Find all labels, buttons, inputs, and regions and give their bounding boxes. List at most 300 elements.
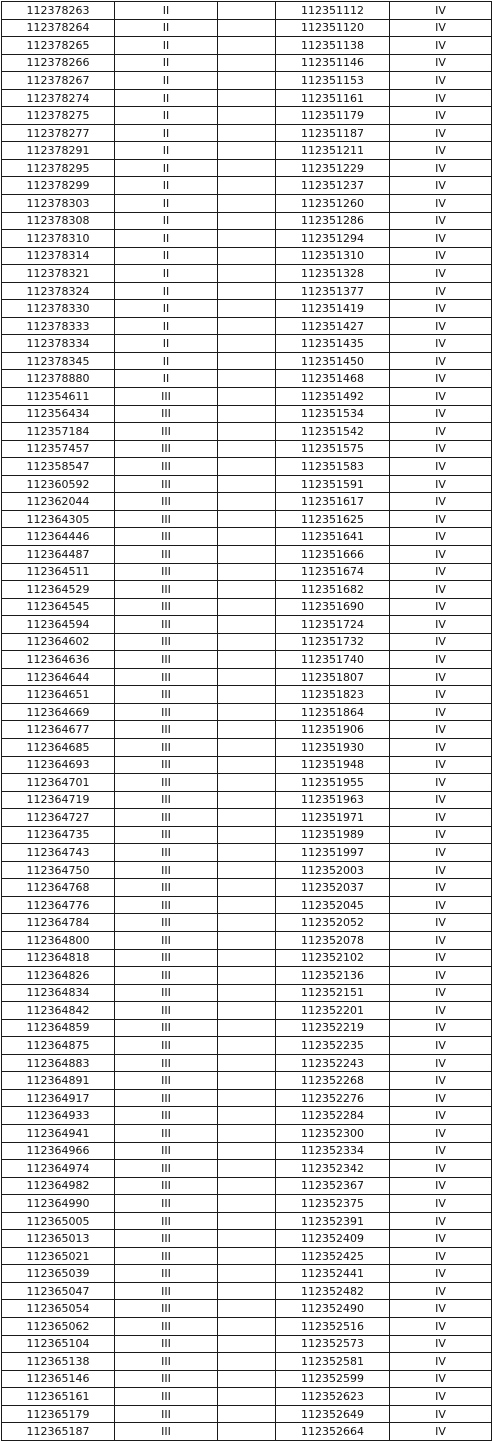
left-class-cell: III [115, 756, 218, 774]
right-class-cell: IV [390, 896, 492, 914]
left-class-cell: III [115, 949, 218, 967]
left-class-cell: III [115, 721, 218, 739]
right-id-cell: 112351641 [276, 528, 390, 546]
table-row [2, 1019, 492, 1037]
left-class-cell: III [115, 475, 218, 493]
right-id-cell: 112351450 [276, 352, 390, 370]
right-class-cell: IV [390, 861, 492, 879]
left-class-cell: III [115, 1300, 218, 1318]
left-class-cell: III [115, 931, 218, 949]
left-id-cell: 112364677 [2, 721, 115, 739]
left-class-cell: III [115, 510, 218, 528]
table-row [2, 703, 492, 721]
spacer-cell [218, 1142, 276, 1160]
left-id-cell: 112378321 [2, 265, 115, 283]
spacer-cell [218, 545, 276, 563]
right-class-cell: IV [390, 405, 492, 423]
table-row [2, 370, 492, 388]
left-id-cell: 112364933 [2, 1107, 115, 1125]
left-id-cell: 112378880 [2, 370, 115, 388]
left-class-cell: III [115, 1037, 218, 1055]
table-row [2, 651, 492, 669]
spacer-cell [218, 703, 276, 721]
left-class-cell: III [115, 914, 218, 932]
left-id-cell: 112364784 [2, 914, 115, 932]
table-row [2, 756, 492, 774]
table-row [2, 1247, 492, 1265]
spacer-cell [218, 1265, 276, 1283]
spacer-cell [218, 1002, 276, 1020]
table-row [2, 247, 492, 265]
left-class-cell: III [115, 493, 218, 511]
left-id-cell: 112358547 [2, 458, 115, 476]
left-class-cell: II [115, 265, 218, 283]
left-id-cell: 112364446 [2, 528, 115, 546]
left-id-cell: 112364982 [2, 1177, 115, 1195]
spacer-cell [218, 1353, 276, 1371]
right-id-cell: 112351963 [276, 791, 390, 809]
right-class-cell: IV [390, 1370, 492, 1388]
right-class-cell: IV [390, 370, 492, 388]
left-class-cell: III [115, 1405, 218, 1423]
spacer-cell [218, 300, 276, 318]
right-class-cell: IV [390, 1002, 492, 1020]
table-row [2, 1230, 492, 1248]
right-id-cell: 112351187 [276, 124, 390, 142]
right-id-cell: 112352136 [276, 967, 390, 985]
table-row [2, 1072, 492, 1090]
right-class-cell: IV [390, 598, 492, 616]
left-class-cell: III [115, 791, 218, 809]
table-row [2, 809, 492, 827]
left-id-cell: 112364750 [2, 861, 115, 879]
left-class-cell: III [115, 1002, 218, 1020]
right-id-cell: 112352235 [276, 1037, 390, 1055]
table-row [2, 545, 492, 563]
table-row [2, 72, 492, 90]
right-class-cell: IV [390, 774, 492, 792]
table-row [2, 1037, 492, 1055]
left-id-cell: 112365187 [2, 1423, 115, 1441]
table-row [2, 967, 492, 985]
left-class-cell: II [115, 142, 218, 160]
table-row [2, 142, 492, 160]
left-id-cell: 112364743 [2, 844, 115, 862]
left-id-cell: 112378308 [2, 212, 115, 230]
left-id-cell: 112364545 [2, 598, 115, 616]
spacer-cell [218, 1300, 276, 1318]
right-id-cell: 112352243 [276, 1054, 390, 1072]
right-class-cell: IV [390, 545, 492, 563]
right-class-cell: IV [390, 1089, 492, 1107]
left-class-cell: II [115, 89, 218, 107]
left-class-cell: II [115, 72, 218, 90]
spacer-cell [218, 72, 276, 90]
spacer-cell [218, 1423, 276, 1441]
left-id-cell: 112364735 [2, 826, 115, 844]
spacer-cell [218, 265, 276, 283]
right-class-cell: IV [390, 265, 492, 283]
spacer-cell [218, 563, 276, 581]
left-class-cell: III [115, 1089, 218, 1107]
table-row [2, 282, 492, 300]
left-id-cell: 112365138 [2, 1353, 115, 1371]
left-class-cell: II [115, 54, 218, 72]
left-class-cell: III [115, 896, 218, 914]
spacer-cell [218, 826, 276, 844]
spacer-cell [218, 89, 276, 107]
table-row [2, 949, 492, 967]
right-id-cell: 112351807 [276, 668, 390, 686]
left-id-cell: 112378275 [2, 107, 115, 125]
right-id-cell: 112351419 [276, 300, 390, 318]
left-class-cell: III [115, 1142, 218, 1160]
left-class-cell: III [115, 879, 218, 897]
left-class-cell: III [115, 1370, 218, 1388]
spacer-cell [218, 423, 276, 441]
table-body [2, 2, 492, 1441]
spacer-cell [218, 1054, 276, 1072]
table-row [2, 1089, 492, 1107]
left-class-cell: III [115, 458, 218, 476]
table-row [2, 37, 492, 55]
left-class-cell: II [115, 212, 218, 230]
right-id-cell: 112352268 [276, 1072, 390, 1090]
spacer-cell [218, 1037, 276, 1055]
right-id-cell: 112352284 [276, 1107, 390, 1125]
table-row [2, 1195, 492, 1213]
right-id-cell: 112351740 [276, 651, 390, 669]
spacer-cell [218, 1107, 276, 1125]
right-class-cell: IV [390, 984, 492, 1002]
spacer-cell [218, 686, 276, 704]
left-id-cell: 112378263 [2, 2, 115, 20]
right-id-cell: 112351930 [276, 738, 390, 756]
left-id-cell: 112365054 [2, 1300, 115, 1318]
right-class-cell: IV [390, 809, 492, 827]
right-id-cell: 112352599 [276, 1370, 390, 1388]
left-class-cell: II [115, 124, 218, 142]
left-class-cell: II [115, 335, 218, 353]
right-class-cell: IV [390, 1177, 492, 1195]
spacer-cell [218, 440, 276, 458]
spacer-cell [218, 388, 276, 406]
right-class-cell: IV [390, 1037, 492, 1055]
left-class-cell: II [115, 177, 218, 195]
table-row [2, 861, 492, 879]
right-class-cell: IV [390, 1388, 492, 1406]
right-id-cell: 112351583 [276, 458, 390, 476]
table-row [2, 124, 492, 142]
table-row [2, 1353, 492, 1371]
right-id-cell: 112352078 [276, 931, 390, 949]
spacer-cell [218, 896, 276, 914]
right-class-cell: IV [390, 1107, 492, 1125]
table-row [2, 1370, 492, 1388]
left-id-cell: 112364636 [2, 651, 115, 669]
left-class-cell: III [115, 545, 218, 563]
table-row [2, 1054, 492, 1072]
spacer-cell [218, 1388, 276, 1406]
right-id-cell: 112351591 [276, 475, 390, 493]
left-id-cell: 112364594 [2, 616, 115, 634]
spacer-cell [218, 1125, 276, 1143]
spacer-cell [218, 914, 276, 932]
right-class-cell: IV [390, 2, 492, 20]
right-id-cell: 112352425 [276, 1247, 390, 1265]
right-id-cell: 112351377 [276, 282, 390, 300]
table-row [2, 1002, 492, 1020]
left-id-cell: 112365161 [2, 1388, 115, 1406]
right-class-cell: IV [390, 1300, 492, 1318]
right-class-cell: IV [390, 1142, 492, 1160]
left-class-cell: III [115, 1282, 218, 1300]
right-id-cell: 112352573 [276, 1335, 390, 1353]
table-row [2, 686, 492, 704]
right-class-cell: IV [390, 300, 492, 318]
left-class-cell: III [115, 1212, 218, 1230]
left-class-cell: III [115, 1247, 218, 1265]
right-class-cell: IV [390, 317, 492, 335]
table-row [2, 879, 492, 897]
spacer-cell [218, 774, 276, 792]
right-class-cell: IV [390, 1335, 492, 1353]
left-id-cell: 112365104 [2, 1335, 115, 1353]
right-class-cell: IV [390, 124, 492, 142]
right-class-cell: IV [390, 142, 492, 160]
spacer-cell [218, 212, 276, 230]
spacer-cell [218, 1195, 276, 1213]
right-id-cell: 112351534 [276, 405, 390, 423]
spacer-cell [218, 528, 276, 546]
table-row [2, 598, 492, 616]
right-class-cell: IV [390, 1125, 492, 1143]
left-class-cell: III [115, 686, 218, 704]
left-id-cell: 112378291 [2, 142, 115, 160]
left-id-cell: 112378334 [2, 335, 115, 353]
left-class-cell: III [115, 598, 218, 616]
left-class-cell: II [115, 300, 218, 318]
right-id-cell: 112352623 [276, 1388, 390, 1406]
left-id-cell: 112364529 [2, 581, 115, 599]
table-row [2, 563, 492, 581]
right-class-cell: IV [390, 388, 492, 406]
right-id-cell: 112351971 [276, 809, 390, 827]
table-row [2, 1405, 492, 1423]
right-id-cell: 112352052 [276, 914, 390, 932]
left-class-cell: III [115, 581, 218, 599]
table-row [2, 300, 492, 318]
spacer-cell [218, 879, 276, 897]
spacer-cell [218, 1072, 276, 1090]
spacer-cell [218, 475, 276, 493]
table-row [2, 212, 492, 230]
spacer-cell [218, 756, 276, 774]
right-class-cell: IV [390, 335, 492, 353]
left-id-cell: 112378324 [2, 282, 115, 300]
table-row [2, 984, 492, 1002]
right-class-cell: IV [390, 37, 492, 55]
right-class-cell: IV [390, 1318, 492, 1336]
left-class-cell: III [115, 388, 218, 406]
table-row [2, 914, 492, 932]
left-class-cell: III [115, 826, 218, 844]
left-id-cell: 112378295 [2, 159, 115, 177]
left-id-cell: 112364974 [2, 1160, 115, 1178]
right-id-cell: 112352102 [276, 949, 390, 967]
left-class-cell: III [115, 738, 218, 756]
right-id-cell: 112352037 [276, 879, 390, 897]
left-id-cell: 112364511 [2, 563, 115, 581]
table-row [2, 1423, 492, 1441]
left-id-cell: 112378266 [2, 54, 115, 72]
right-class-cell: IV [390, 19, 492, 37]
left-id-cell: 112364826 [2, 967, 115, 985]
left-id-cell: 112364719 [2, 791, 115, 809]
left-id-cell: 112365005 [2, 1212, 115, 1230]
right-id-cell: 112352334 [276, 1142, 390, 1160]
spacer-cell [218, 1282, 276, 1300]
right-id-cell: 112351237 [276, 177, 390, 195]
right-class-cell: IV [390, 177, 492, 195]
right-id-cell: 112351179 [276, 107, 390, 125]
table-row [2, 423, 492, 441]
left-id-cell: 112378303 [2, 195, 115, 213]
right-id-cell: 112352516 [276, 1318, 390, 1336]
left-id-cell: 112365062 [2, 1318, 115, 1336]
right-id-cell: 112351989 [276, 826, 390, 844]
right-class-cell: IV [390, 581, 492, 599]
table-row [2, 388, 492, 406]
right-id-cell: 112352441 [276, 1265, 390, 1283]
right-id-cell: 112351435 [276, 335, 390, 353]
right-id-cell: 112352649 [276, 1405, 390, 1423]
right-class-cell: IV [390, 212, 492, 230]
left-id-cell: 112378310 [2, 230, 115, 248]
left-class-cell: III [115, 774, 218, 792]
left-id-cell: 112378314 [2, 247, 115, 265]
right-id-cell: 112351286 [276, 212, 390, 230]
right-id-cell: 112351955 [276, 774, 390, 792]
left-id-cell: 112356434 [2, 405, 115, 423]
right-id-cell: 112351260 [276, 195, 390, 213]
right-class-cell: IV [390, 791, 492, 809]
right-class-cell: IV [390, 54, 492, 72]
right-id-cell: 112351229 [276, 159, 390, 177]
spacer-cell [218, 861, 276, 879]
left-id-cell: 112364776 [2, 896, 115, 914]
table-row [2, 458, 492, 476]
table-row [2, 896, 492, 914]
spacer-cell [218, 159, 276, 177]
right-id-cell: 112351542 [276, 423, 390, 441]
left-class-cell: III [115, 1318, 218, 1336]
spacer-cell [218, 598, 276, 616]
right-class-cell: IV [390, 1072, 492, 1090]
right-class-cell: IV [390, 756, 492, 774]
spacer-cell [218, 984, 276, 1002]
right-id-cell: 112352151 [276, 984, 390, 1002]
left-class-cell: III [115, 668, 218, 686]
left-id-cell: 112364966 [2, 1142, 115, 1160]
left-class-cell: III [115, 1230, 218, 1248]
right-id-cell: 112351666 [276, 545, 390, 563]
right-class-cell: IV [390, 721, 492, 739]
table-row [2, 1212, 492, 1230]
right-class-cell: IV [390, 738, 492, 756]
left-class-cell: III [115, 703, 218, 721]
right-class-cell: IV [390, 1160, 492, 1178]
table-row [2, 265, 492, 283]
left-class-cell: III [115, 440, 218, 458]
right-id-cell: 112352375 [276, 1195, 390, 1213]
table-row [2, 581, 492, 599]
right-class-cell: IV [390, 159, 492, 177]
right-id-cell: 112351294 [276, 230, 390, 248]
spacer-cell [218, 1335, 276, 1353]
left-id-cell: 112364685 [2, 738, 115, 756]
left-id-cell: 112365013 [2, 1230, 115, 1248]
right-id-cell: 112352201 [276, 1002, 390, 1020]
spacer-cell [218, 809, 276, 827]
spacer-cell [218, 721, 276, 739]
left-id-cell: 112378345 [2, 352, 115, 370]
table-row [2, 826, 492, 844]
right-id-cell: 112351112 [276, 2, 390, 20]
table-row [2, 1160, 492, 1178]
right-class-cell: IV [390, 247, 492, 265]
table-row [2, 493, 492, 511]
right-class-cell: IV [390, 72, 492, 90]
table-row [2, 89, 492, 107]
left-id-cell: 112357184 [2, 423, 115, 441]
left-id-cell: 112364941 [2, 1125, 115, 1143]
table-row [2, 633, 492, 651]
right-id-cell: 112351310 [276, 247, 390, 265]
right-class-cell: IV [390, 686, 492, 704]
table-row [2, 1388, 492, 1406]
left-class-cell: II [115, 37, 218, 55]
left-id-cell: 112364842 [2, 1002, 115, 1020]
spacer-cell [218, 967, 276, 985]
left-id-cell: 112378333 [2, 317, 115, 335]
right-class-cell: IV [390, 1054, 492, 1072]
left-id-cell: 112378265 [2, 37, 115, 55]
spacer-cell [218, 1212, 276, 1230]
right-class-cell: IV [390, 89, 492, 107]
left-class-cell: III [115, 861, 218, 879]
right-id-cell: 112351997 [276, 844, 390, 862]
right-id-cell: 112352391 [276, 1212, 390, 1230]
right-id-cell: 112351153 [276, 72, 390, 90]
right-id-cell: 112351211 [276, 142, 390, 160]
right-id-cell: 112351617 [276, 493, 390, 511]
left-class-cell: III [115, 967, 218, 985]
table-row [2, 1125, 492, 1143]
spacer-cell [218, 458, 276, 476]
spacer-cell [218, 1019, 276, 1037]
left-class-cell: II [115, 195, 218, 213]
table-row [2, 107, 492, 125]
table-row [2, 1300, 492, 1318]
right-id-cell: 112351427 [276, 317, 390, 335]
left-id-cell: 112364891 [2, 1072, 115, 1090]
right-class-cell: IV [390, 651, 492, 669]
spacer-cell [218, 931, 276, 949]
left-id-cell: 112365179 [2, 1405, 115, 1423]
right-class-cell: IV [390, 879, 492, 897]
table-row [2, 19, 492, 37]
